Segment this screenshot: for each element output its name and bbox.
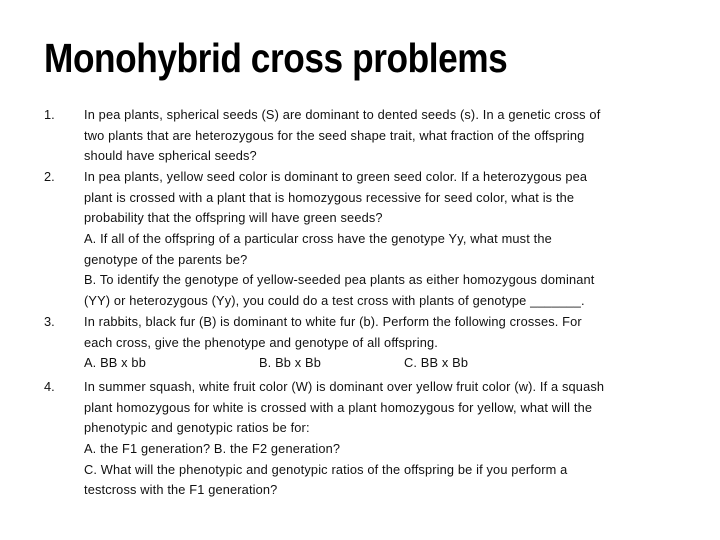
problem-line: two plants that are heterozygous for the seed shape trait, what fraction of the offspring [84,127,585,143]
subquestion-line: genotype of the parents be? [84,251,248,267]
subquestion-line: (YY) or heterozygous (Yy), you could do a test cross with plants of genotype _______. [84,293,585,309]
subquestion-line: testcross with the F1 generation? [84,482,278,498]
subquestion-line: A. the F1 generation? B. the F2 generation? [84,441,341,457]
subquestion-line: A. If all of the offspring of a particular cross have the genotype Yy, what must the [84,231,552,247]
subquestion-line: B. To identify the genotype of yellow-seeded pea plants as either homozygous dominant [84,272,595,288]
cross-item: B. Bb x Bb [259,355,321,371]
problem-text [84,167,712,312]
problem-line: In pea plants, spherical seeds (S) are dominant to dented seeds (s). In a genetic cross of [84,107,601,122]
problem-line: probability that the offspring will have green seeds? [84,210,383,226]
cross-item: A. BB x bb [84,355,146,371]
problem-line: In summer squash, white fruit color (W) is dominant over yellow fruit color (w). If a squash [84,379,605,394]
problem-number: 3. [44,314,55,329]
problem-text [84,105,712,167]
problem-line: each cross, give the phenotype and genotype of all offspring. [84,334,438,350]
cross-list [84,353,712,374]
subquestion-line: C. What will the phenotypic and genotypic ratios of the offspring be if you perform a [84,461,568,477]
problem-line: plant is crossed with a plant that is homozygous recessive for seed color, what is the [84,189,575,205]
problem-text [84,377,712,501]
problem-line: phenotypic and genotypic ratios be for: [84,420,310,436]
problem-line: should have spherical seeds? [84,148,257,164]
cross-item: C. BB x Bb [404,355,469,371]
problem-number: 1. [44,107,55,122]
problem-text [84,312,712,374]
problem-number: 2. [44,169,55,184]
problem-line: In pea plants, yellow seed color is dominant to green seed color. If a heterozygous pea [84,169,588,184]
problem-line: In rabbits, black fur (B) is dominant to white fur (b). Perform the following crosses. For [84,314,582,329]
slide-title: Monohybrid cross problems [44,35,508,81]
problem-line: plant homozygous for white is crossed with a plant homozygous for yellow, what will the [84,399,593,415]
problem-number: 4. [44,379,55,394]
